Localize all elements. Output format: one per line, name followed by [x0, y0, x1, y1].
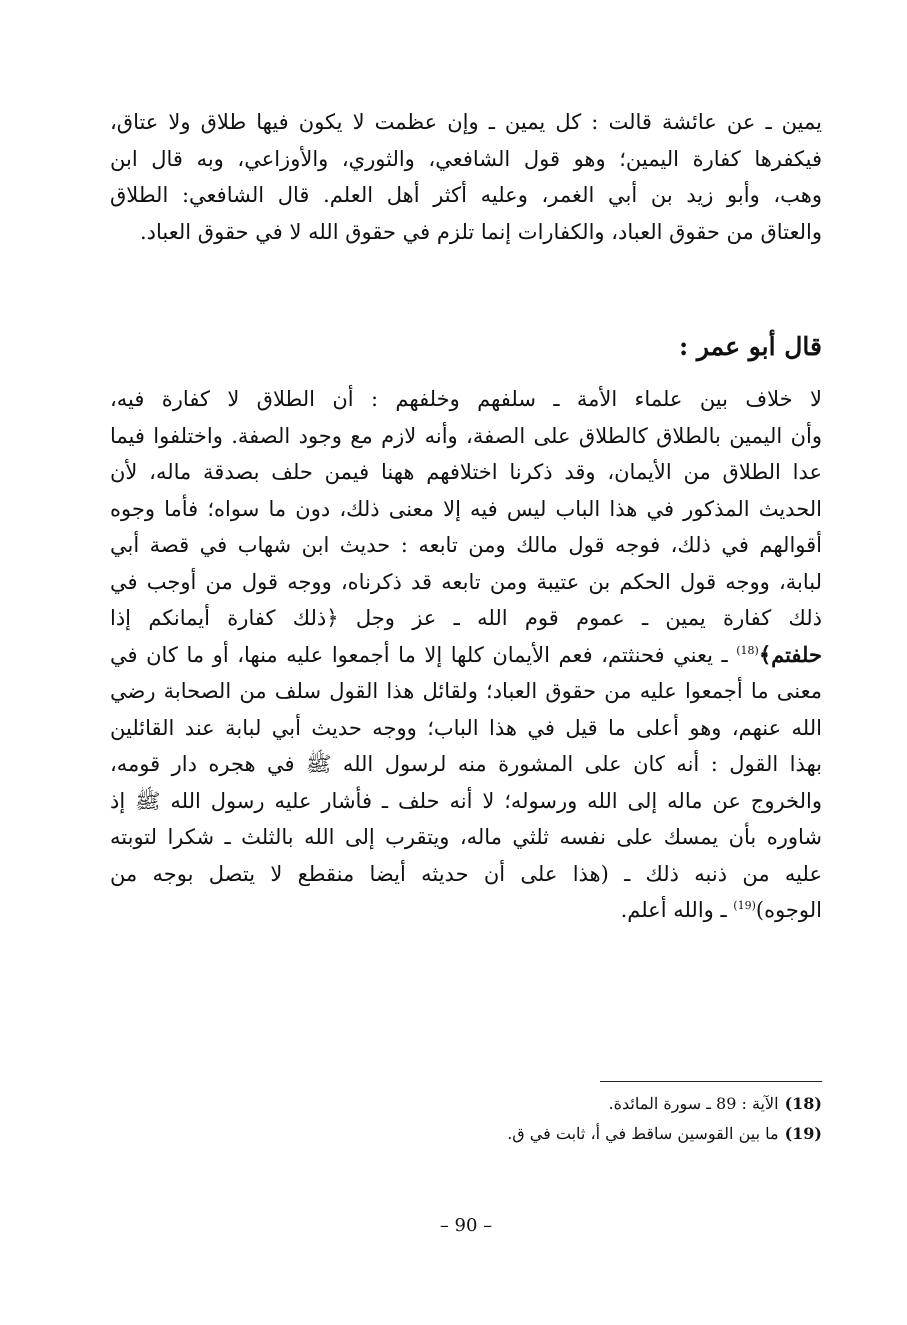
text-line: عليه من ذنبه ذلك ـ (هذا على أن حديثه أيضا منقطع لا يتصل بوجه من [110, 861, 822, 886]
paragraph-main [110, 381, 822, 929]
text-line: معنى ما أجمعوا عليه من حقوق العباد؛ ولقائل هذا القول سلف من الصحابة رضي [110, 679, 822, 703]
text-line: والخروج عن ماله إلى الله ورسوله؛ لا أنه حلف ـ فأشار عليه رسول الله ﷺ إذ [110, 788, 822, 813]
paragraph-continued [110, 104, 822, 250]
text-line: يمين ـ عن عائشة قالت : كل يمين ـ وإن عظمت لا يكون فيها طلاق ولا عتاق، [110, 110, 822, 134]
text-line: وأن اليمين بالطلاق كالطلاق على الصفة، وأنه لازم مع وجود الصفة. واختلفوا فيما [110, 423, 822, 448]
text-line: لبابة، ووجه قول الحكم بن عتيبة ومن تابعه قد ذكرناه، ووجه قول من أوجب في [110, 569, 822, 594]
text-line-start: الوجوه) [755, 898, 822, 922]
footnote-ref-18: (18) [736, 643, 759, 657]
text-line: عدا الطلاق من الأيمان، وقد ذكرنا اختلافهم ههنا فيمن حلف بصدقة ماله، لأن [110, 460, 822, 484]
section-heading: قال أبو عمر : [678, 332, 822, 361]
footnote-divider [600, 1081, 822, 1082]
book-page [110, 0, 822, 1325]
text-line: الله عنهم، وهو أعلى ما قيل في هذا الباب؛ ووجه حديث أبي لبابة عند القائلين [110, 715, 822, 740]
footnotes [110, 1089, 822, 1149]
footnote-text: ما بين القوسين ساقط في أ، ثابت في ق. [507, 1124, 779, 1143]
text-line [110, 892, 822, 929]
text-line-rest: ـ والله أعلم. [620, 898, 734, 922]
footnote-text: الآية : 89 ـ سورة المائدة. [608, 1094, 779, 1113]
page-number: – 90 – [439, 1215, 493, 1236]
text-line: وهب، وأبو زيد بن أبي الغمر، وعليه أكثر أهل العلم. قال الشافعي: الطلاق [110, 183, 822, 207]
text-line-rest: ـ يعني فحنثتم، فعم الأيمان كلها إلا ما أجمعوا عليه منها، أو ما كان في [110, 642, 737, 667]
text-line: والعتاق من حقوق العباد، والكفارات إنما تلزم في حقوق الله لا في حقوق العباد. [140, 219, 822, 244]
footnote-ref-19: (19) [733, 899, 756, 912]
text-line [110, 637, 822, 674]
quran-quote-end: حلفتم﴾ [758, 641, 822, 667]
text-line: أقوالهم في ذلك، فوجه قول مالك ومن تابعه : حديث ابن شهاب في قصة أبي [110, 533, 822, 557]
text-line: ذلك كفارة يمين ـ عموم قوم الله ـ عز وجل ﴿ذلك كفارة أيمانكم إذا [110, 606, 822, 630]
text-line: لا خلاف بين علماء الأمة ـ سلفهم وخلفهم : أن الطلاق لا كفارة فيه، [110, 387, 822, 411]
text-line: شاوره بأن يمسك على نفسه ثلثي ماله، ويتقرب إلى الله بالثلث ـ شكرا لتوبته [110, 825, 822, 849]
footnote-number: (19) [784, 1124, 822, 1143]
text-line: بهذا القول : أنه كان على المشورة منه لرسول الله ﷺ في هجره دار قومه، [110, 752, 822, 776]
footnote-number: (18) [784, 1094, 822, 1113]
text-line: فيكفرها كفارة اليمين؛ وهو قول الشافعي، والثوري، والأوزاعي، وبه قال ابن [110, 146, 822, 171]
text-line: الحديث المذكور في هذا الباب ليس فيه إلا معنى ذلك، دون ما سواه؛ فأما وجوه [110, 496, 822, 521]
footnote-18 [110, 1089, 822, 1119]
footnote-19 [110, 1119, 822, 1149]
